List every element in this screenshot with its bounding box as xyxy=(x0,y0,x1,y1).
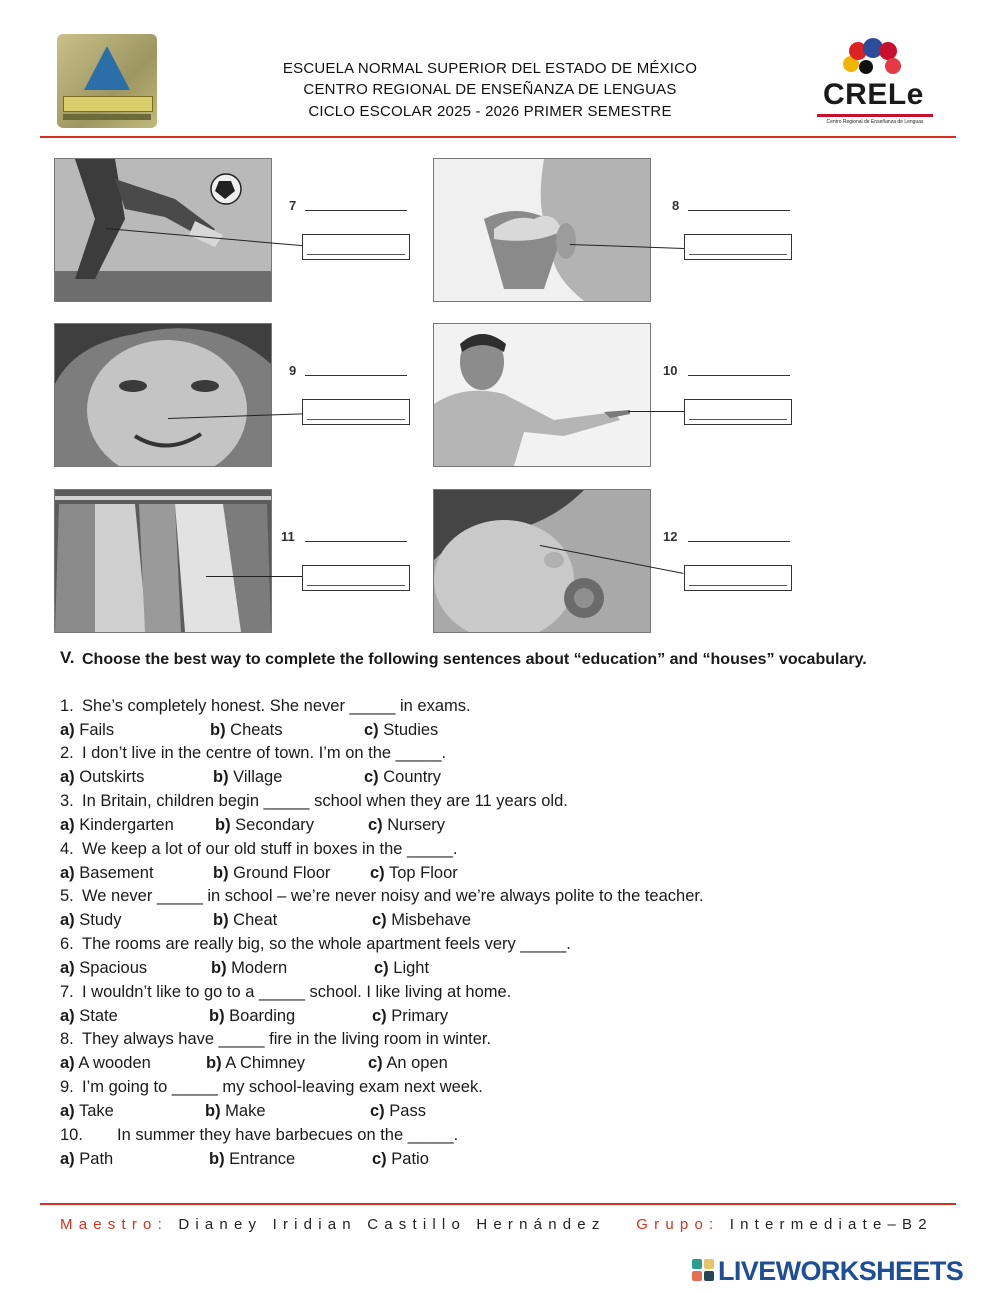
option-c[interactable] xyxy=(372,1006,448,1026)
option-label: Studies xyxy=(383,721,439,739)
option-c[interactable] xyxy=(364,767,441,787)
item-9-write-line[interactable] xyxy=(305,375,407,376)
option-label: Kindergarten xyxy=(79,816,174,834)
header-divider xyxy=(40,136,956,138)
item-10-write-line[interactable] xyxy=(688,375,790,376)
question-3-options xyxy=(60,815,660,835)
option-letter: b) xyxy=(205,1102,221,1120)
option-label: Ground Floor xyxy=(233,864,331,882)
liveworksheets-icon xyxy=(692,1259,714,1281)
option-letter: b) xyxy=(206,1054,222,1072)
question-text: We never _____ in school – we’re never noisy and we’re always polite to the teacher. xyxy=(82,887,704,905)
option-label: Nursery xyxy=(387,816,446,834)
option-label: Outskirts xyxy=(79,768,145,786)
question-6 xyxy=(60,934,571,954)
question-number: 7. xyxy=(60,983,74,1001)
option-c[interactable] xyxy=(368,1053,448,1073)
question-4 xyxy=(60,839,457,859)
option-b[interactable] xyxy=(206,1053,305,1073)
option-c[interactable] xyxy=(374,958,429,978)
group-value: Intermediate–B2 xyxy=(729,1216,933,1233)
option-c[interactable] xyxy=(370,863,458,883)
question-9-options xyxy=(60,1101,660,1121)
option-b[interactable] xyxy=(211,958,287,978)
item-7-answer-box[interactable] xyxy=(302,234,410,260)
question-text: In Britain, children begin _____ school when they are 11 years old. xyxy=(82,792,568,810)
question-text: The rooms are really big, so the whole apartment feels very _____. xyxy=(82,935,571,953)
question-9 xyxy=(60,1077,483,1097)
option-letter: b) xyxy=(215,816,231,834)
item-11-pointer-line xyxy=(206,576,302,577)
question-text: She’s completely honest. She never _____ in exams. xyxy=(82,697,471,715)
option-letter: c) xyxy=(370,1102,385,1120)
item-7-number: 7 xyxy=(289,198,297,213)
item-8-answer-box[interactable] xyxy=(684,234,792,260)
option-letter: a) xyxy=(60,1150,75,1168)
option-label: Country xyxy=(383,768,442,786)
option-letter: c) xyxy=(372,1007,387,1025)
option-label: Secondary xyxy=(235,816,315,834)
item-11-number: 11 xyxy=(281,529,295,544)
option-letter: a) xyxy=(60,1054,75,1072)
option-letter: c) xyxy=(364,721,379,739)
item-12-write-line[interactable] xyxy=(688,541,790,542)
question-7 xyxy=(60,982,511,1002)
school-logo-band xyxy=(63,96,153,112)
option-a[interactable] xyxy=(60,958,147,978)
option-c[interactable] xyxy=(364,720,438,740)
option-letter: b) xyxy=(209,1150,225,1168)
option-letter: a) xyxy=(60,816,75,834)
option-a[interactable] xyxy=(60,1053,151,1073)
option-label: Fails xyxy=(79,721,115,739)
question-7-options xyxy=(60,1006,660,1026)
photo-woman-smiling xyxy=(54,323,272,467)
option-letter: c) xyxy=(372,911,387,929)
question-number: 3. xyxy=(60,792,74,810)
option-c[interactable] xyxy=(372,910,471,930)
option-letter: b) xyxy=(213,911,229,929)
photo-football-kick xyxy=(54,158,272,302)
option-letter: a) xyxy=(60,959,75,977)
option-label: State xyxy=(79,1007,118,1025)
option-label: Spacious xyxy=(79,959,148,977)
option-label: A Chimney xyxy=(225,1054,306,1072)
item-11-answer-box[interactable] xyxy=(302,565,410,591)
option-b[interactable] xyxy=(210,720,282,740)
option-label: Top Floor xyxy=(388,864,458,882)
option-label: Misbehave xyxy=(391,911,472,929)
section-number: V. xyxy=(60,648,75,667)
option-label: Village xyxy=(233,768,283,786)
item-10-number: 10 xyxy=(663,363,678,378)
school-logo xyxy=(57,34,157,128)
item-10-pointer-line xyxy=(628,411,684,412)
option-label: Path xyxy=(79,1150,114,1168)
liveworksheets-wordmark: LIVEWORKSHEETS xyxy=(718,1256,964,1286)
option-label: A wooden xyxy=(78,1054,151,1072)
option-letter: a) xyxy=(60,864,75,882)
footer-info xyxy=(60,1216,933,1233)
teacher-name: Dianey Iridian Castillo Hernández xyxy=(178,1216,606,1233)
option-a[interactable] xyxy=(60,1006,118,1026)
question-5-options xyxy=(60,910,660,930)
option-b[interactable] xyxy=(213,910,277,930)
option-letter: c) xyxy=(370,864,385,882)
option-label: Modern xyxy=(231,959,288,977)
question-number: 1. xyxy=(60,697,74,715)
option-letter: c) xyxy=(368,1054,383,1072)
option-label: An open xyxy=(386,1054,448,1072)
option-label: Cheat xyxy=(233,911,278,929)
option-c[interactable] xyxy=(370,1101,426,1121)
option-c[interactable] xyxy=(368,815,445,835)
option-label: Study xyxy=(79,911,122,929)
photo-clothes-rack xyxy=(54,489,272,633)
option-label: Cheats xyxy=(230,721,283,739)
header-school-year: CICLO ESCOLAR 2025 - 2026 PRIMER SEMESTRE xyxy=(308,103,672,120)
item-7-write-line[interactable] xyxy=(305,210,407,211)
item-10-answer-box[interactable] xyxy=(684,399,792,425)
option-b[interactable] xyxy=(215,815,314,835)
question-4-options xyxy=(60,863,660,883)
option-letter: b) xyxy=(213,768,229,786)
option-letter: a) xyxy=(60,1007,75,1025)
item-9-number: 9 xyxy=(289,363,297,378)
question-8 xyxy=(60,1029,491,1049)
option-letter: b) xyxy=(210,721,226,739)
option-a[interactable] xyxy=(60,815,174,835)
option-letter: c) xyxy=(368,816,383,834)
option-letter: a) xyxy=(60,721,75,739)
crele-logo xyxy=(815,36,935,128)
option-label: Pass xyxy=(389,1102,426,1120)
item-11-write-line[interactable] xyxy=(305,541,407,542)
question-text: In summer they have barbecues on the _____. xyxy=(117,1126,459,1144)
question-8-options xyxy=(60,1053,660,1073)
question-text: We keep a lot of our old stuff in boxes in the _____. xyxy=(82,840,458,858)
option-a[interactable] xyxy=(60,720,114,740)
item-9-answer-box[interactable] xyxy=(302,399,410,425)
question-10 xyxy=(60,1125,458,1145)
option-letter: b) xyxy=(213,864,229,882)
option-a[interactable] xyxy=(60,863,154,883)
question-number: 8. xyxy=(60,1030,74,1048)
option-label: Take xyxy=(78,1102,114,1120)
option-label: Patio xyxy=(391,1150,429,1168)
option-letter: b) xyxy=(209,1007,225,1025)
question-2 xyxy=(60,743,446,763)
question-6-options xyxy=(60,958,660,978)
option-label: Basement xyxy=(79,864,154,882)
option-label: Primary xyxy=(391,1007,449,1025)
photo-man-pointing xyxy=(433,323,651,467)
option-letter: a) xyxy=(60,911,75,929)
question-2-options xyxy=(60,767,660,787)
question-text: I wouldn’t like to go to a _____ school. I like living at home. xyxy=(82,983,512,1001)
header-center-name: CENTRO REGIONAL DE ENSEÑANZA DE LENGUAS xyxy=(303,81,677,98)
question-10-options xyxy=(60,1149,660,1169)
option-letter: a) xyxy=(60,1102,75,1120)
question-1-options xyxy=(60,720,660,740)
item-12-number: 12 xyxy=(663,529,678,544)
question-3 xyxy=(60,791,568,811)
question-5 xyxy=(60,886,704,906)
crele-logo-subtitle: Centro Regional de Enseñanza de Lenguas xyxy=(826,119,924,125)
option-a[interactable] xyxy=(60,1101,114,1121)
option-label: Boarding xyxy=(229,1007,296,1025)
teacher-label: Maestro: xyxy=(60,1216,168,1233)
option-letter: a) xyxy=(60,768,75,786)
item-12-answer-box[interactable] xyxy=(684,565,792,591)
option-label: Make xyxy=(225,1102,266,1120)
question-number: 6. xyxy=(60,935,74,953)
option-b[interactable] xyxy=(213,863,330,883)
crele-logo-wordmark: CRELe xyxy=(823,78,924,111)
option-c[interactable] xyxy=(372,1149,429,1169)
header-school-name: ESCUELA NORMAL SUPERIOR DEL ESTADO DE MÉXICO xyxy=(282,60,698,77)
option-a[interactable] xyxy=(60,767,144,787)
group-label: Grupo: xyxy=(636,1216,720,1233)
option-label: Light xyxy=(393,959,430,977)
option-b[interactable] xyxy=(213,767,282,787)
question-text: I’m going to _____ my school-leaving exam next week. xyxy=(82,1078,483,1096)
option-letter: c) xyxy=(364,768,379,786)
question-number: 9. xyxy=(60,1078,74,1096)
section-instruction: Choose the best way to complete the following sentences about “education” and “houses” vocabulary. xyxy=(82,651,867,668)
question-number: 4. xyxy=(60,840,74,858)
option-b[interactable] xyxy=(205,1101,266,1121)
option-a[interactable] xyxy=(60,910,121,930)
option-letter: c) xyxy=(374,959,389,977)
option-letter: c) xyxy=(372,1150,387,1168)
question-1 xyxy=(60,696,471,716)
question-text: They always have _____ fire in the living room in winter. xyxy=(82,1030,492,1048)
option-b[interactable] xyxy=(209,1149,295,1169)
option-label: Entrance xyxy=(229,1150,296,1168)
question-number: 10. xyxy=(60,1126,83,1144)
photo-ice-cream-lick xyxy=(433,158,651,302)
item-8-number: 8 xyxy=(672,198,680,213)
question-number: 5. xyxy=(60,887,74,905)
option-letter: b) xyxy=(211,959,227,977)
question-text: I don’t live in the centre of town. I’m on the _____. xyxy=(82,744,447,762)
footer-divider xyxy=(40,1203,956,1205)
option-a[interactable] xyxy=(60,1149,113,1169)
item-8-write-line[interactable] xyxy=(688,210,790,211)
question-number: 2. xyxy=(60,744,74,762)
option-b[interactable] xyxy=(209,1006,295,1026)
